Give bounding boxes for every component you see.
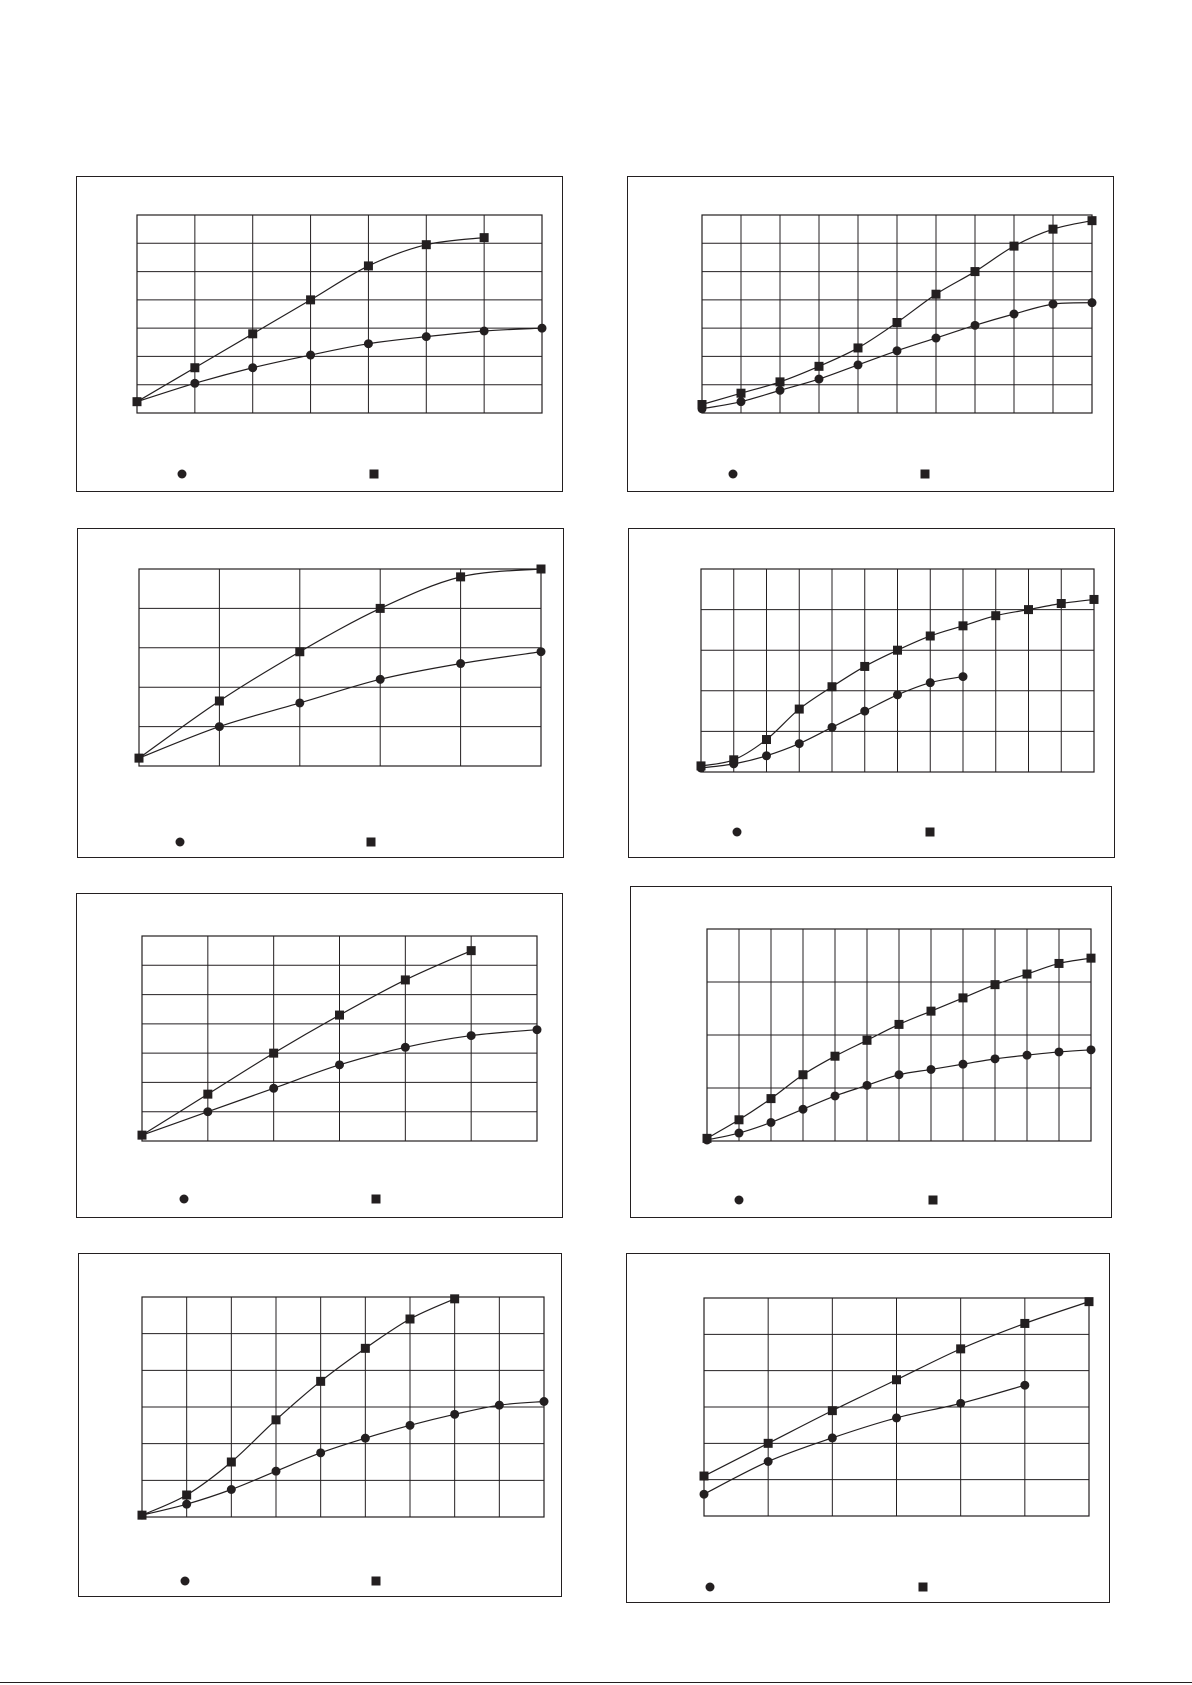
data-point-circle — [272, 1467, 281, 1476]
data-point-circle — [533, 1025, 542, 1034]
data-point-square — [406, 1315, 415, 1324]
legend — [178, 470, 379, 479]
chart-panel-8 — [626, 1253, 1110, 1603]
data-point-circle — [735, 1129, 744, 1138]
data-point-circle — [480, 326, 489, 335]
data-point-circle — [316, 1448, 325, 1457]
data-point-circle — [1087, 1045, 1096, 1054]
series-line-circle — [142, 1402, 544, 1516]
chart-panel-7 — [78, 1253, 562, 1597]
data-point-square — [892, 1375, 901, 1384]
data-point-square — [767, 1094, 776, 1103]
data-point-square — [480, 233, 489, 242]
data-point-circle — [1049, 300, 1058, 309]
data-point-circle — [227, 1485, 236, 1494]
legend — [180, 1195, 381, 1204]
data-point-circle — [893, 346, 902, 355]
data-point-circle — [956, 1399, 965, 1408]
data-point-square — [133, 397, 142, 406]
data-point-circle — [540, 1397, 549, 1406]
data-point-square — [932, 290, 941, 299]
series-line-circle — [139, 652, 541, 758]
data-point-square — [422, 240, 431, 249]
chart-svg — [77, 894, 564, 1219]
data-point-circle — [815, 375, 824, 384]
data-point-square — [795, 705, 804, 714]
legend — [733, 828, 935, 837]
data-point-circle — [422, 332, 431, 341]
data-point-square — [537, 565, 546, 574]
chart-svg — [78, 529, 565, 859]
data-point-square — [215, 696, 224, 705]
data-point-square — [762, 735, 771, 744]
data-point-circle — [1020, 1381, 1029, 1390]
data-point-circle — [401, 1043, 410, 1052]
data-point-circle — [764, 1457, 773, 1466]
data-point-circle — [456, 659, 465, 668]
legend — [735, 1196, 938, 1205]
data-point-square — [828, 1406, 837, 1415]
data-point-square — [1057, 599, 1066, 608]
legend — [706, 1583, 928, 1592]
legend-circle-marker — [729, 470, 738, 479]
data-point-square — [971, 267, 980, 276]
data-point-square — [737, 389, 746, 398]
data-point-square — [316, 1377, 325, 1386]
data-point-square — [895, 1020, 904, 1029]
plot-frame — [139, 569, 541, 766]
data-point-circle — [932, 334, 941, 343]
data-point-square — [1020, 1319, 1029, 1328]
chart-grid — [701, 569, 1094, 772]
data-point-square — [1085, 1297, 1094, 1306]
data-point-square — [1010, 242, 1019, 251]
data-point-circle — [190, 379, 199, 388]
data-point-circle — [895, 1070, 904, 1079]
data-point-square — [272, 1415, 281, 1424]
data-point-square — [700, 1472, 709, 1481]
data-point-square — [991, 980, 1000, 989]
data-point-square — [959, 621, 968, 630]
data-point-square — [956, 1344, 965, 1353]
chart-grid — [702, 215, 1092, 413]
data-point-square — [703, 1134, 712, 1143]
legend-circle-marker — [181, 1577, 190, 1586]
chart-grid — [142, 936, 537, 1141]
chart-svg — [627, 1254, 1111, 1604]
data-point-circle — [295, 698, 304, 707]
legend-square-marker — [367, 838, 376, 847]
series-circle — [135, 647, 546, 762]
data-point-circle — [248, 363, 257, 372]
data-point-square — [831, 1052, 840, 1061]
data-point-circle — [926, 678, 935, 687]
data-point-square — [138, 1131, 147, 1140]
data-point-square — [729, 755, 738, 764]
data-point-square — [860, 662, 869, 671]
series-square — [135, 565, 546, 763]
chart-grid — [707, 929, 1091, 1141]
data-point-circle — [376, 675, 385, 684]
data-point-square — [450, 1294, 459, 1303]
data-point-square — [138, 1511, 147, 1520]
data-point-square — [1049, 225, 1058, 234]
data-point-square — [1055, 959, 1064, 968]
data-point-square — [1087, 954, 1096, 963]
data-point-circle — [364, 339, 373, 348]
footer-rule — [0, 1682, 1192, 1683]
series-line-square — [139, 569, 541, 758]
data-point-circle — [215, 722, 224, 731]
legend — [729, 470, 930, 479]
data-point-square — [799, 1070, 808, 1079]
legend-square-marker — [926, 828, 935, 837]
legend — [176, 838, 376, 847]
data-point-square — [764, 1439, 773, 1448]
legend-square-marker — [370, 470, 379, 479]
data-point-circle — [406, 1421, 415, 1430]
data-point-square — [927, 1007, 936, 1016]
data-point-circle — [467, 1031, 476, 1040]
data-point-circle — [991, 1054, 1000, 1063]
data-point-circle — [1023, 1051, 1032, 1060]
legend-square-marker — [372, 1195, 381, 1204]
chart-svg — [631, 887, 1113, 1219]
legend-square-marker — [929, 1196, 938, 1205]
legend-square-marker — [919, 1583, 928, 1592]
chart-svg — [77, 177, 564, 493]
data-point-square — [959, 993, 968, 1002]
legend-circle-marker — [176, 838, 185, 847]
data-point-square — [227, 1458, 236, 1467]
data-point-square — [456, 572, 465, 581]
series-circle — [700, 1381, 1030, 1499]
data-point-square — [854, 343, 863, 352]
data-point-circle — [538, 324, 547, 333]
data-point-square — [697, 761, 706, 770]
chart-panel-5 — [76, 893, 563, 1218]
chart-panel-2 — [627, 176, 1114, 492]
data-point-circle — [971, 321, 980, 330]
data-point-square — [190, 363, 199, 372]
data-point-circle — [1055, 1047, 1064, 1056]
data-point-circle — [854, 360, 863, 369]
data-point-square — [248, 329, 257, 338]
data-point-square — [269, 1049, 278, 1058]
series-circle — [138, 1397, 549, 1520]
data-point-square — [135, 754, 144, 763]
data-point-circle — [1088, 298, 1097, 307]
data-point-square — [203, 1090, 212, 1099]
data-point-circle — [700, 1490, 709, 1499]
data-point-square — [815, 362, 824, 371]
data-point-square — [893, 318, 902, 327]
chart-svg — [628, 177, 1115, 493]
data-point-square — [991, 611, 1000, 620]
data-point-circle — [1010, 310, 1019, 319]
data-point-circle — [450, 1410, 459, 1419]
data-point-circle — [269, 1084, 278, 1093]
legend-square-marker — [921, 470, 930, 479]
data-point-circle — [495, 1401, 504, 1410]
data-point-square — [295, 647, 304, 656]
data-point-circle — [828, 1433, 837, 1442]
data-point-circle — [767, 1118, 776, 1127]
data-point-square — [863, 1036, 872, 1045]
legend-circle-marker — [733, 828, 742, 837]
data-point-square — [1090, 595, 1099, 604]
data-point-circle — [537, 647, 546, 656]
legend-circle-marker — [180, 1195, 189, 1204]
data-point-circle — [831, 1091, 840, 1100]
data-point-square — [735, 1115, 744, 1124]
data-point-circle — [860, 707, 869, 716]
data-point-circle — [737, 397, 746, 406]
data-point-circle — [959, 1060, 968, 1069]
series-line-square — [142, 951, 471, 1136]
data-point-circle — [863, 1081, 872, 1090]
data-point-circle — [335, 1060, 344, 1069]
data-point-square — [335, 1011, 344, 1020]
data-point-circle — [892, 1413, 901, 1422]
legend-circle-marker — [735, 1196, 744, 1205]
series-line-circle — [704, 1385, 1025, 1494]
data-point-circle — [828, 723, 837, 732]
chart-panel-4 — [628, 528, 1115, 858]
chart-panel-3 — [77, 528, 564, 858]
data-point-circle — [959, 672, 968, 681]
chart-panel-6 — [630, 886, 1112, 1218]
data-point-square — [401, 975, 410, 984]
data-point-square — [467, 946, 476, 955]
chart-svg — [79, 1254, 563, 1598]
data-point-circle — [893, 690, 902, 699]
data-point-circle — [182, 1500, 191, 1509]
data-point-square — [698, 400, 707, 409]
data-point-square — [182, 1491, 191, 1500]
data-point-square — [1088, 216, 1097, 225]
data-point-circle — [203, 1107, 212, 1116]
legend — [181, 1577, 381, 1586]
data-point-circle — [762, 751, 771, 760]
data-point-square — [376, 604, 385, 613]
legend-circle-marker — [178, 470, 187, 479]
data-point-square — [1024, 605, 1033, 614]
data-point-square — [893, 646, 902, 655]
data-point-circle — [795, 739, 804, 748]
data-point-circle — [799, 1105, 808, 1114]
data-point-circle — [927, 1065, 936, 1074]
chart-grid — [704, 1298, 1089, 1516]
chart-svg — [629, 529, 1116, 859]
data-point-circle — [776, 386, 785, 395]
data-point-square — [1023, 970, 1032, 979]
data-point-square — [364, 261, 373, 270]
data-point-circle — [306, 351, 315, 360]
data-point-square — [361, 1344, 370, 1353]
chart-grid — [139, 569, 541, 766]
legend-circle-marker — [706, 1583, 715, 1592]
data-point-square — [306, 295, 315, 304]
data-point-square — [926, 631, 935, 640]
data-point-square — [828, 682, 837, 691]
chart-panel-1 — [76, 176, 563, 492]
legend-square-marker — [372, 1577, 381, 1586]
data-point-circle — [361, 1434, 370, 1443]
data-point-square — [776, 377, 785, 386]
